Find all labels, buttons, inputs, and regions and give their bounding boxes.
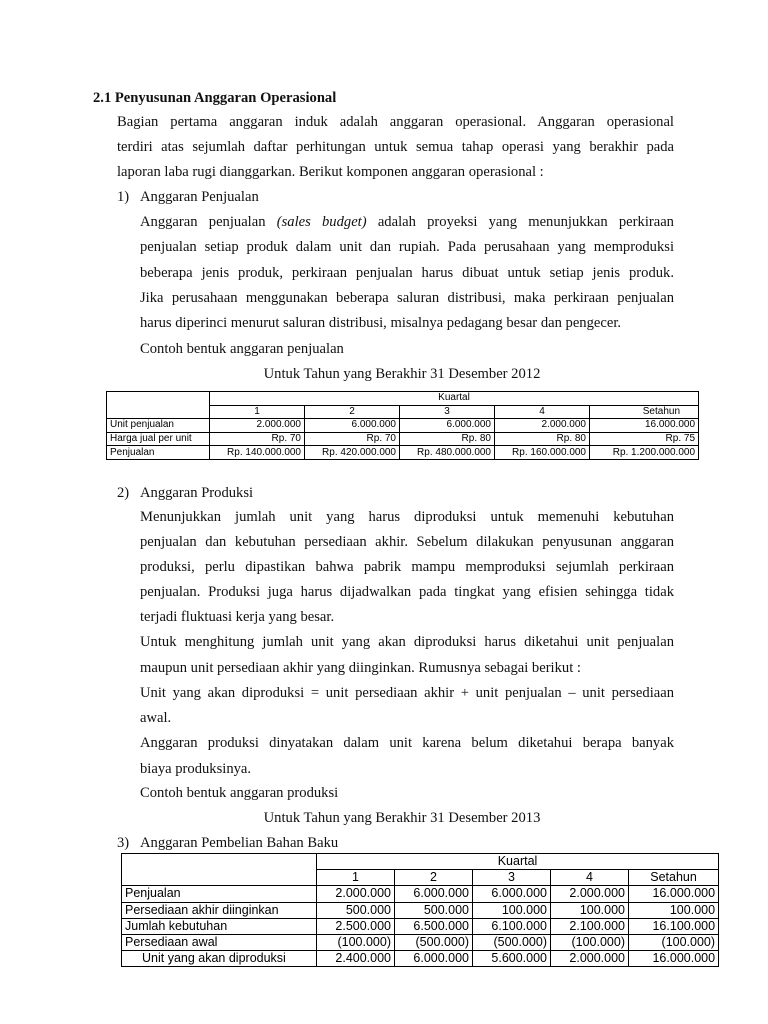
table2-col-header: Setahun [629,870,719,886]
cell: 500.000 [317,902,395,918]
table1-col-header: 3 [400,405,495,419]
table-row [122,886,719,902]
cell: 16.100.000 [629,918,719,934]
cell: 2.400.000 [317,951,395,967]
cell: 6.000.000 [473,886,551,902]
cell: Rp. 160.000.000 [495,446,590,460]
item2-p4-line-2: biaya produksinya. [140,761,252,777]
cell: (500.000) [395,934,473,950]
table1-col-header: 2 [305,405,400,419]
item2-example-label: Contoh bentuk anggaran produksi [140,785,339,801]
sales-budget-table [106,391,699,460]
table-row [107,419,699,433]
cell: 2.000.000 [210,419,305,433]
item2-line-1: Menunjukkan jumlah unit yang harus diproduksi untuk memenuhi kebutuhan [140,509,674,525]
item1-example-label: Contoh bentuk anggaran penjualan [140,341,344,357]
cell: Rp. 70 [210,432,305,446]
cell: 6.000.000 [395,951,473,967]
cell: 100.000 [551,902,629,918]
cell: 16.000.000 [629,886,719,902]
cell: 5.600.000 [473,951,551,967]
table1-col-header: 1 [210,405,305,419]
table2-col-header: 3 [473,870,551,886]
table-corner-cell [122,854,317,886]
formula-line-1: Unit yang akan diproduksi = unit persediaan akhir + unit penjualan – unit persediaan [140,685,674,701]
cell: Rp. 70 [305,432,400,446]
cell: (100.000) [551,934,629,950]
cell: 2.100.000 [551,918,629,934]
cell: Rp. 480.000.000 [400,446,495,460]
cell: 2.000.000 [551,951,629,967]
cell: 6.500.000 [395,918,473,934]
table-row [107,432,699,446]
item3-number: 3) [117,835,130,851]
item1-title: Anggaran Penjualan [140,189,259,205]
cell: 16.000.000 [629,951,719,967]
item1-line-4: Jika perusahaan menggunakan beberapa saluran distribusi, maka perkiraan penjualan [140,290,674,306]
item2-line-5: terjadi fluktuasi kerja yang besar. [140,609,335,625]
item3-title: Anggaran Pembelian Bahan Baku [140,835,339,851]
row-label: Unit penjualan [107,419,210,433]
item2-line-2: penjualan dan kebutuhan persediaan akhir. Sebelum dilakukan penyusunan anggaran [140,534,674,550]
intro-line-3: laporan laba rugi dianggarkan. Berikut komponen anggaran operasional : [117,164,544,180]
intro-line-2: terdiri atas sejumlah daftar perhitungan untuk semua tahap operasi yang berakhir pada [117,139,674,155]
table-corner-cell [107,392,210,419]
cell: 6.000.000 [400,419,495,433]
cell: 2.000.000 [551,886,629,902]
cell: 2.000.000 [317,886,395,902]
cell: Rp. 80 [400,432,495,446]
cell: Rp. 1.200.000.000 [590,446,699,460]
cell: Rp. 80 [495,432,590,446]
table-row [122,934,719,950]
section-heading: 2.1 Penyusunan Anggaran Operasional [93,90,337,106]
item1-line-2: penjualan setiap produk dalam unit dan rupiah. Pada perusahaan yang memproduksi [140,239,674,255]
table-row [122,951,719,967]
cell: Rp. 420.000.000 [305,446,400,460]
table-row [122,918,719,934]
cell: (500.000) [473,934,551,950]
cell: 500.000 [395,902,473,918]
cell: 6.000.000 [395,886,473,902]
row-label: Harga jual per unit [107,432,210,446]
item1-line-1: Anggaran penjualan (sales budget) adalah proyeksi yang menunjukkan perkiraan [140,214,674,230]
table1-caption: Untuk Tahun yang Berakhir 31 Desember 2012 [263,366,541,382]
table1-col-header: 4 [495,405,590,419]
formula-line-2: awal. [140,710,172,726]
item2-p2-line-2: maupun unit persediaan akhir yang diinginkan. Rumusnya sebagai berikut : [140,660,581,676]
table2-caption: Untuk Tahun yang Berakhir 31 Desember 2013 [263,810,541,826]
intro-line-1: Bagian pertama anggaran induk adalah anggaran operasional. Anggaran operasional [117,114,674,130]
item1-number: 1) [117,189,130,205]
table-row [107,446,699,460]
cell: Rp. 75 [590,432,699,446]
row-label: Penjualan [107,446,210,460]
row-label: Jumlah kebutuhan [122,918,317,934]
cell: 2.500.000 [317,918,395,934]
row-label: Persediaan awal [122,934,317,950]
item2-p4-line-1: Anggaran produksi dinyatakan dalam unit karena belum diketahui berapa banyak [140,735,674,751]
cell: 100.000 [629,902,719,918]
table-row [122,902,719,918]
cell: 16.000.000 [590,419,699,433]
production-budget-table [121,853,719,967]
item1-line-3: beberapa jenis produk, perkiraan penjualan harus dibuat untuk setiap jenis produk. [140,265,674,281]
row-label: Penjualan [122,886,317,902]
table2-col-header: 2 [395,870,473,886]
item1-line-5: harus diperinci menurut saluran distribusi, misalnya pedagang besar dan pengecer. [140,315,622,331]
cell: (100.000) [629,934,719,950]
cell: Rp. 140.000.000 [210,446,305,460]
table2-col-header: 1 [317,870,395,886]
table2-col-header: 4 [551,870,629,886]
item2-title: Anggaran Produksi [140,485,254,501]
table2-group-header: Kuartal [317,854,719,870]
cell: (100.000) [317,934,395,950]
table1-col-header: Setahun [590,405,699,419]
item2-number: 2) [117,485,130,501]
cell: 2.000.000 [495,419,590,433]
cell: 6.100.000 [473,918,551,934]
item2-line-4: penjualan. Produksi juga harus dijadwalkan pada tingkat yang efisien sehingga tidak [140,584,674,600]
item2-p2-line-1: Untuk menghitung jumlah unit yang akan diproduksi harus diketahui unit penjualan [140,634,674,650]
sales-budget-italic: (sales budget) [276,214,367,230]
item2-line-3: produksi, perlu dipastikan bahwa pabrik mampu memproduksi sejumlah perkiraan [140,559,674,575]
table1-group-header: Kuartal [210,392,699,406]
row-label: Persediaan akhir diinginkan [122,902,317,918]
row-label: Unit yang akan diproduksi [122,951,317,967]
cell: 100.000 [473,902,551,918]
cell: 6.000.000 [305,419,400,433]
